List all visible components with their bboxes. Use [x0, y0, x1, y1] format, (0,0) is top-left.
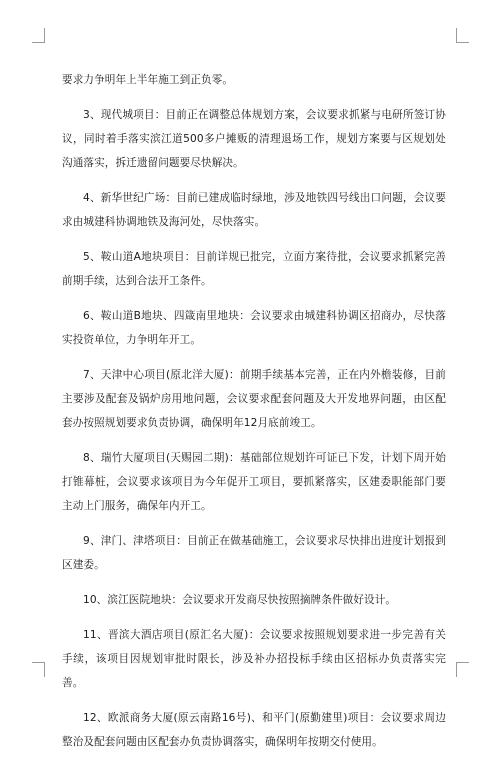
crop-mark-top-right	[456, 28, 469, 43]
paragraph-item-8: 8、瑞竹大厦项目(天赐园二期)：基础部位规划许可证已下发，计划下周开始打锥幕桩，会议要求该项目为今年促开工项目，要抓紧落实，区建委职能部门要主动上门服务，确保年内开工。	[62, 452, 446, 512]
document-body	[62, 68, 446, 765]
paragraph-continuation: 要求力争明年上半年施工到正负零。	[62, 74, 234, 86]
paragraph-item-3: 3、现代城项目：目前正在调整总体规划方案，会议要求抓紧与电研所签订协议，同时着手落实滨江道500多户摊贩的清理退场工作，规划方案要与区规划处沟通落实，拆迁遗留问题要尽快解决。	[62, 109, 446, 169]
paragraph-item-9: 9、津门、津塔项目：目前正在做基础施工，会议要求尽快排出进度计划报到区建委。	[62, 535, 446, 571]
crop-mark-bottom-left	[32, 662, 45, 677]
crop-mark-top-left	[32, 28, 45, 43]
paragraph-item-10: 10、滨江医院地块：会议要求开发商尽快按照摘牌条件做好设计。	[83, 594, 397, 606]
paragraph-item-6: 6、鞍山道B地块、四箴南里地块：会议要求由城建科协调区招商办，尽快落实投资单位，力争明年开工。	[62, 310, 446, 346]
paragraph-item-12: 12、欧派商务大厦(原云南路16号)、和平门(原勤建里)项目：会议要求周边整治及配套问题由区配套办负责协调落实，确保明年按期交付使用。	[62, 712, 446, 748]
paragraph-item-11: 11、晋滨大酒店项目(原汇名大厦)：会议要求按照规划要求进一步完善有关手续，该项目因规划审批时限长，涉及补办招投标手续由区招标办负责落实完善。	[62, 629, 446, 689]
paragraph-item-7: 7、天津中心项目(原北洋大厦)：前期手续基本完善，正在内外檐装修，目前主要涉及配套及锅炉房用地问题，会议要求配套问题及大开发地界问题，由区配套办按照规划要求负责协调，确保明年12月底前竣工。	[62, 369, 446, 429]
paragraph-item-4: 4、新华世纪广场：目前已建成临时绿地，涉及地铁四号线出口问题，会议要求由城建科协调地铁及海河处，尽快落实。	[62, 192, 446, 228]
paragraph-item-5: 5、鞍山道A地块项目：目前详规已批完，立面方案待批，会议要求抓紧完善前期手续，达到合法开工条件。	[62, 251, 446, 287]
crop-mark-bottom-right	[456, 662, 469, 677]
